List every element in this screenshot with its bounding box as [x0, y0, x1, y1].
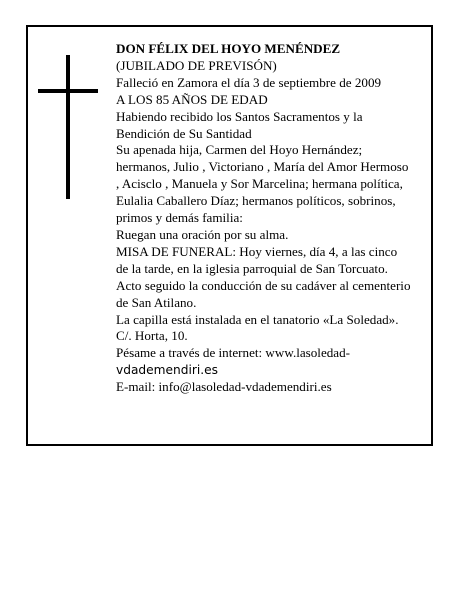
email-line[interactable]: E-mail: info@lasoledad-vdademendiri.es	[116, 379, 332, 395]
funeral-mass-line: MISA DE FUNERAL: Hoy viernes, día 4, a las cinco	[116, 243, 398, 259]
death-date-line: Falleció en Zamora el día 3 de septiembre de 2009	[116, 74, 382, 90]
family-line: Eulalia Caballero Díaz; hermanos políticos, sobrinos,	[116, 193, 396, 209]
condolences-website[interactable]: vdademendiri.es	[116, 363, 218, 378]
family-line: hermanos, Julio , Victoriano , María del Amor Hermoso	[116, 159, 409, 175]
address-line: C/. Horta, 10.	[116, 328, 188, 344]
blessing-line: Bendición de Su Santidad	[116, 125, 252, 141]
deceased-name: DON FÉLIX DEL HOYO MENÉNDEZ	[116, 41, 341, 56]
family-line: , Acisclo , Manuela y Sor Marcelina; hermana política,	[116, 176, 403, 192]
sacraments-line: Habiendo recibido los Santos Sacramentos y la	[116, 108, 363, 124]
obituary-notice	[26, 25, 433, 446]
age-line: A LOS 85 AÑOS DE EDAD	[116, 91, 268, 107]
notice-text	[116, 41, 428, 396]
cross-horizontal-bar	[38, 89, 98, 93]
chapel-line: La capilla está instalada en el tanatorio «La Soledad».	[116, 311, 399, 327]
family-line: primos y demás familia:	[116, 210, 243, 226]
deceased-title: (JUBILADO DE PREVISÓN)	[116, 57, 277, 73]
condolences-line: Pésame a través de internet: www.lasoledad-	[116, 345, 351, 361]
funeral-mass-line: de la tarde, en la iglesia parroquial de San Torcuato.	[116, 260, 388, 276]
prayer-request-line: Ruegan una oración por su alma.	[116, 226, 289, 242]
cross-vertical-bar	[66, 55, 70, 199]
cross-icon	[38, 55, 98, 199]
burial-line: Acto seguido la conducción de su cadáver al cementerio	[116, 277, 411, 293]
family-line: Su apenada hija, Carmen del Hoyo Hernández;	[116, 142, 363, 158]
burial-line: de San Atilano.	[116, 294, 197, 310]
